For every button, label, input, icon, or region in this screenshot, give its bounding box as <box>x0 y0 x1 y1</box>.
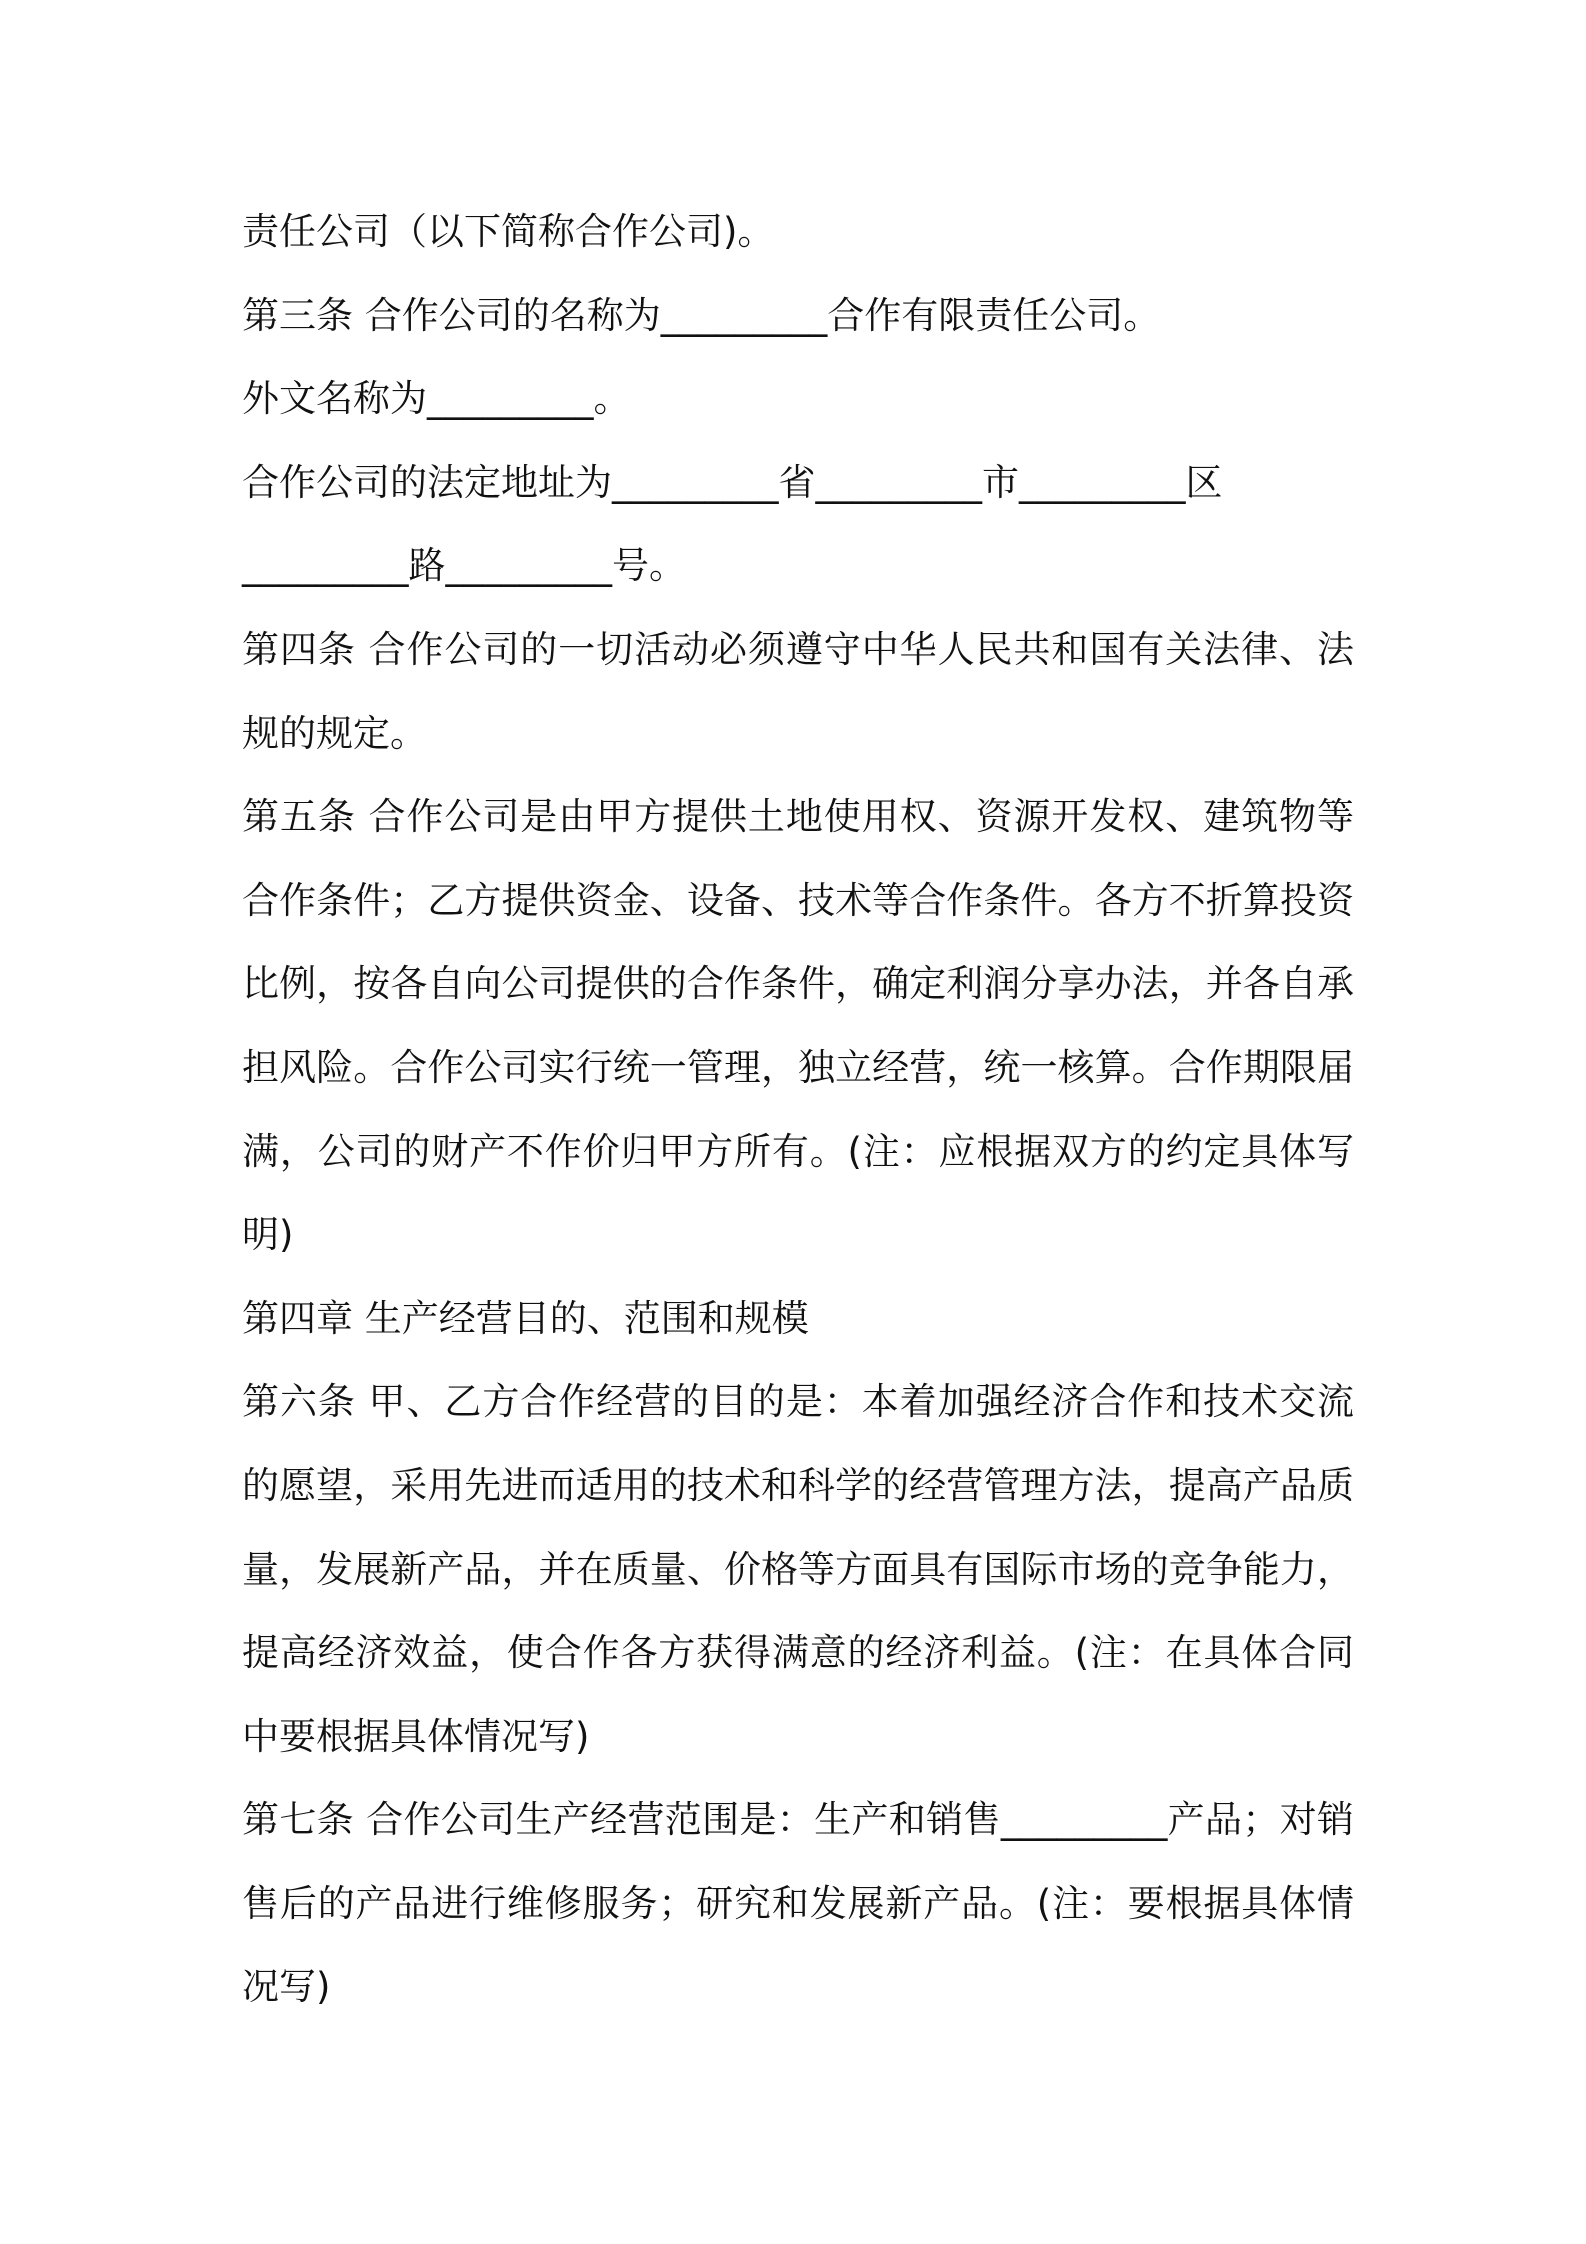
paragraph-article-3-name: 第三条 合作公司的名称为_________合作有限责任公司。 <box>242 293 1161 337</box>
paragraph-foreign-name: 外文名称为_________。 <box>242 377 631 421</box>
paragraph-legal-address: 合作公司的法定地址为_________省_________市_________区 <box>242 460 1223 504</box>
paragraph-company-abbreviation: 责任公司（以下简称合作公司)。 <box>242 210 775 253</box>
paragraph-article-4: 第四条 合作公司的一切活动必须遵守中华人民共和国有关法律、法规的规定。 <box>242 627 1354 755</box>
paragraph-legal-address-cont: _________路_________号。 <box>242 544 686 588</box>
paragraph-article-7: 第七条 合作公司生产经营范围是：生产和销售_________产品；对销售后的产品进行维修服务；研究和发展新产品。(注：要根据具体情况写) <box>242 1798 1354 2009</box>
paragraph-article-6: 第六条 甲、乙方合作经营的目的是：本着加强经济合作和技术交流的愿望，采用先进而适用的技术和科学的经营管理方法，提高产品质量，发展新产品，并在质量、价格等方面具有国际市场的竞争能力，提高经济效益，使合作各方获得满意的经济利益。(注：在具体合同中要根据具体情况写) <box>242 1380 1354 1758</box>
document-body <box>242 190 1354 2029</box>
chapter-4-heading: 第四章 生产经营目的、范围和规模 <box>242 1296 809 1340</box>
paragraph-article-5: 第五条 合作公司是由甲方提供土地使用权、资源开发权、建筑物等合作条件；乙方提供资金、设备、技术等合作条件。各方不折算投资比例，按各自向公司提供的合作条件，确定利润分享办法，并各自承担风险。合作公司实行统一管理，独立经营，统一核算。合作期限届满，公司的财产不作价归甲方所有。(注：应根据双方的约定具体写明) <box>242 795 1354 1257</box>
